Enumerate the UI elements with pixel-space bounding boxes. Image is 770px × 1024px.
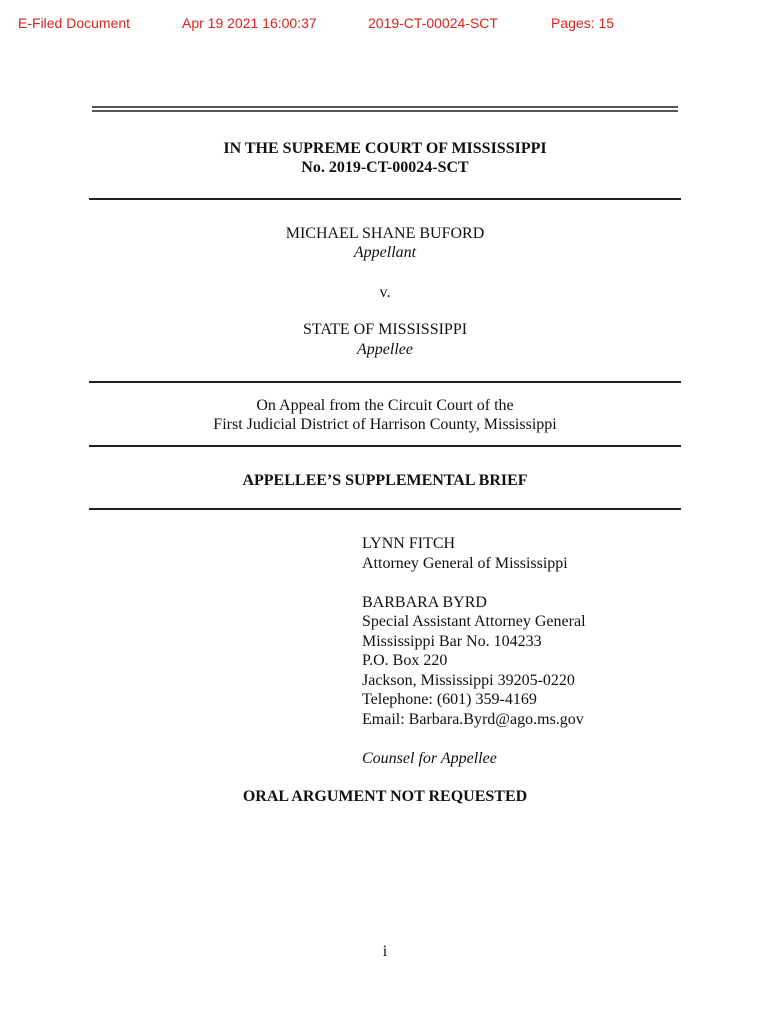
appellant-name: MICHAEL SHANE BUFORD <box>285 225 485 242</box>
stamp-case-number: 2019-CT-00024-SCT <box>368 15 498 31</box>
attorney-general-title: Attorney General of Mississippi <box>362 554 568 572</box>
appeal-line-2: First Judicial District of Harrison County, Mississippi <box>213 416 557 433</box>
counsel-title: Special Assistant Attorney General <box>362 613 586 630</box>
po-box: P.O. Box 220 <box>362 652 448 669</box>
telephone: Telephone: (601) 359-4169 <box>362 691 537 708</box>
docket-number: No. 2019-CT-00024-SCT <box>301 159 469 176</box>
appellee-role: Appellee <box>357 341 413 358</box>
divider-rule <box>89 445 681 447</box>
appeal-line-1: On Appeal from the Circuit Court of the <box>256 397 514 414</box>
efiled-label: E-Filed Document <box>18 15 131 31</box>
counsel-role: Counsel for Appellee <box>362 749 497 767</box>
divider-rule <box>89 508 681 510</box>
court-title: IN THE SUPREME COURT OF MISSISSIPPI <box>223 140 547 157</box>
appellee-name: STATE OF MISSISSIPPI <box>302 321 468 338</box>
page-count: Pages: 15 <box>551 15 615 31</box>
divider-rule <box>89 381 681 383</box>
versus: v. <box>379 284 391 301</box>
oral-argument-notice: ORAL ARGUMENT NOT REQUESTED <box>242 788 528 805</box>
appellant-role: Appellant <box>353 244 417 261</box>
attorney-general-name: LYNN FITCH <box>362 535 456 552</box>
top-double-rule <box>92 106 678 112</box>
city-state-zip: Jackson, Mississippi 39205-0220 <box>362 671 575 689</box>
bar-number: Mississippi Bar No. 104233 <box>362 632 542 650</box>
email: Email: Barbara.Byrd@ago.ms.gov <box>362 710 584 728</box>
counsel-block <box>362 534 586 768</box>
divider-rule <box>89 198 681 200</box>
brief-title: APPELLEE’S SUPPLEMENTAL BRIEF <box>242 472 528 489</box>
counsel-name: BARBARA BYRD <box>362 593 487 611</box>
filed-datetime: Apr 19 2021 16:00:37 <box>182 15 317 31</box>
page-number: i <box>382 943 388 960</box>
